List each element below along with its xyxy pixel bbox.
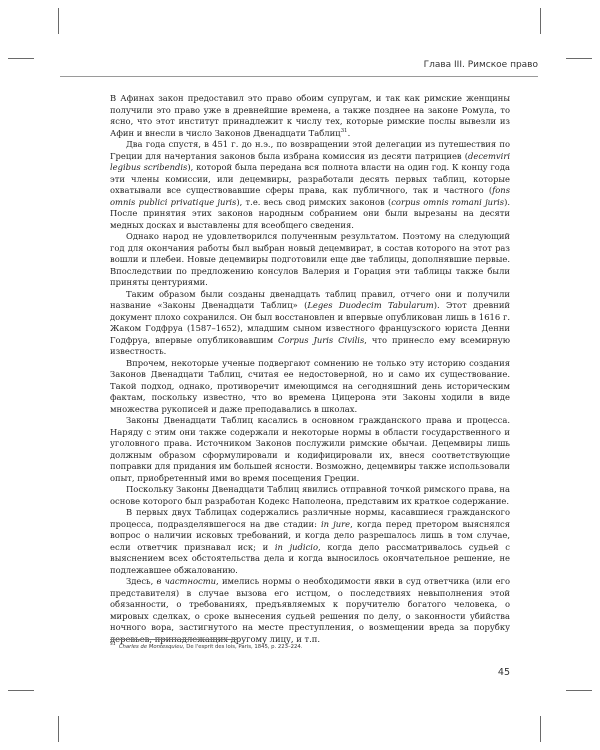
paragraph-4: Таким образом были созданы двенадцать таблиц правил, отчего они и получили название «Законы Двенадцати Таблиц» (Leges Duodecim Tabularum). Этот древний документ плохо сохранился. Он был восстановлен и впервые опубликован лишь в 1616 г. Жаком Годфруа (1587–1652), младшим сыном известного французского юриста Денни Годфруа, впервые опубликовавшим Corpus Juris Civilis, что принесло ему всемирную известность. bbox=[110, 288, 510, 356]
paragraph-1: В Афинах закон предоставил это право обоим супругам, и так как римские женщины получили это право уже в древнейшие времена, а также позднее на законе Ромула, то ясно, что этот институт принадлежит к числу тех, которые римские послы вывезли из Афин и внесли в число Законов Двенадцати Таблиц$^{31}$. bbox=[110, 93, 510, 138]
footnote-author: Charles de Montesquieu bbox=[118, 644, 183, 650]
paragraph-9: Здесь, в частности, имелись нормы о необходимости явки в суд ответчика (или его представителя) в случае вызова его истцом, о последствиях невыполнения этой обязанности, о требованиях, предъявляемых к поручителю богатого человека, о мировых сделках, о сроке вынесения судьей решения по делу, о законности убийства ночного вора, застигнутого на месте преступления, о возмещении вреда за порубку деревьев, принадлежащих другому лицу, и т.п. bbox=[110, 576, 510, 644]
footnote-citation: , De l'esprit des lois, Paris, 1845, p. 223–224. bbox=[182, 644, 303, 650]
paragraph-3: Однако народ не удовлетворился полученным результатом. Поэтому на следующий год для окончания работы был выбран новый децемвират, в состав которого на этот раз вошли и плебеи. Новые децемвиры подготовили еще две таблицы, дополнявшие первые. Впоследствии по предложению консулов Валерия и Горация эти таблицы также были приняты центуриями. bbox=[110, 231, 510, 287]
running-head: Глава III. Римское право bbox=[423, 60, 538, 70]
crop-mark-top-right-v bbox=[540, 8, 541, 34]
header-rule bbox=[60, 76, 538, 77]
crop-mark-top-left-v bbox=[58, 8, 59, 34]
crop-mark-bottom-right-v bbox=[540, 716, 541, 742]
footnote-rule bbox=[110, 639, 238, 640]
crop-mark-top-right-h bbox=[566, 58, 592, 59]
paragraph-6: Законы Двенадцати Таблиц касались в основном гражданского права и процесса. Наряду с этим они также содержали и некоторые нормы в области государственного и уголовного права. Источником Законов послужили римские обычаи. Децемвиры лишь должным образом сформулировали и кодифицировали их, внеся соответствующие поправки для придания им большей ясности. Возможно, децемвиры также использовали опыт, приобретенный ими во время посещения Греции. bbox=[110, 415, 510, 483]
crop-mark-top-left-h bbox=[8, 58, 34, 59]
footnote-ref[interactable]: 31 bbox=[340, 127, 348, 134]
crop-mark-bottom-left-v bbox=[58, 716, 59, 742]
paragraph-8: В первых двух Таблицах содержались различные нормы, касавшиеся гражданского процесса, подразделявшегося на две стадии: in jure, когда перед претором выяснялся вопрос о наличии исковых требований, и когда дело разрешалось лишь в том случае, если ответчик признавал иск; и in judicio, когда дело рассматривалось судьей с выяснением всех обстоятельства дела и когда выносилось окончательное решение, не подлежавшее обжалованию. bbox=[110, 507, 510, 575]
paragraph-7: Поскольку Законы Двенадцати Таблиц явились отправной точкой римского права, на основе которого был разработан Кодекс Наполеона, представим их краткое содержание. bbox=[110, 484, 510, 506]
crop-mark-bottom-left-h bbox=[8, 690, 34, 691]
footnote-number: 31 bbox=[110, 642, 116, 648]
crop-mark-bottom-right-h bbox=[566, 690, 592, 691]
footnote bbox=[110, 644, 510, 651]
page-number: 45 bbox=[497, 667, 510, 678]
paragraph-2: Два года спустя, в 451 г. до н.э., по возвращении этой делегации из путешествия по Греции для начертания законов была избрана комиссия из десяти патрициев (decemviri legibus scribendis), которой была передана вся полнота власти на один год. К концу года эти члены комиссии, или децемвиры, разработали десять первых таблиц, которые охватывали все существовавшие сферы права, как публичного, так и частного (fons omnis publici privatique juris), т.е. весь свод римских законов (corpus omnis romani juris). После принятия этих законов народным собранием они были вырезаны на десяти медных досках и выставлены для всеобщего сведения. bbox=[110, 139, 510, 230]
paragraph-5: Впрочем, некоторые ученые подвергают сомнению не только эту историю создания Законов Двенадцати Таблиц, считая ее недостоверной, но и само их существование. Такой подход, однако, противоречит имеющимся на сегодняшний день историческим фактам, поскольку известно, что во времена Цицерона эти Законы ходили в виде множества рукописей и даже преподавались в школах. bbox=[110, 357, 510, 414]
